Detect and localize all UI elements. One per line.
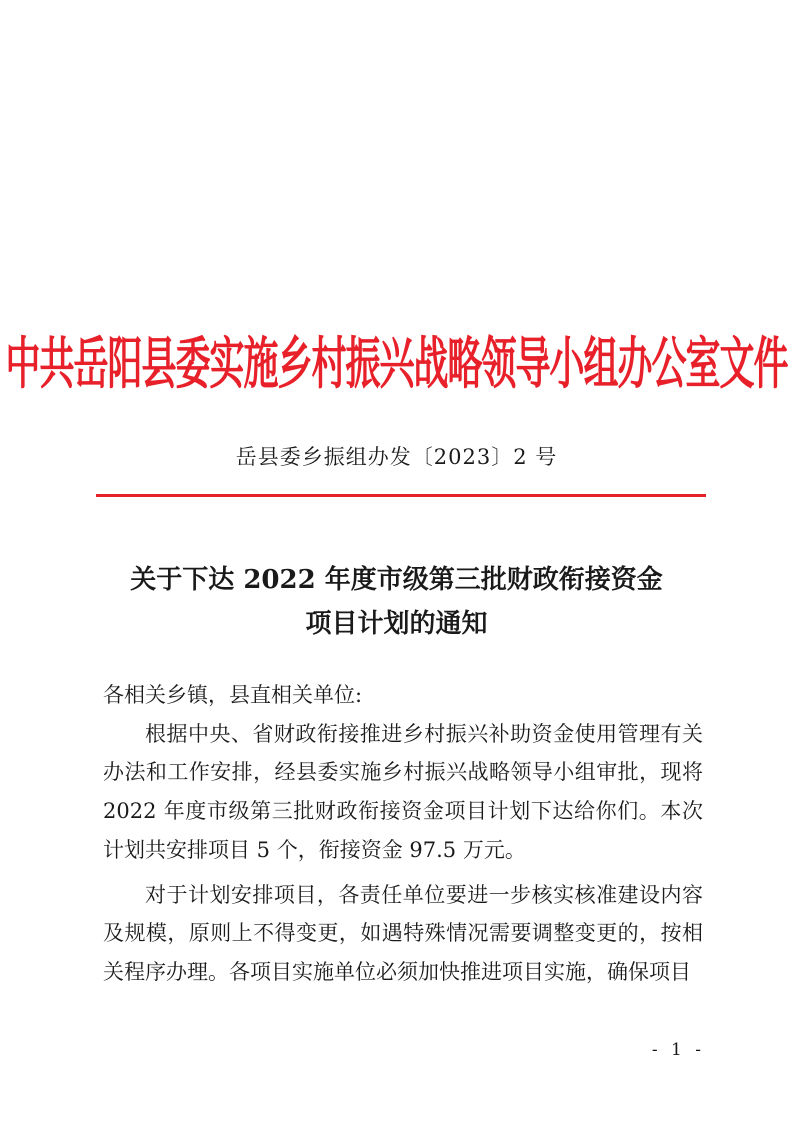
body-paragraph-2: 对于计划安排项目，各责任单位要进一步核实核准建设内容及规模，原则上不得变更，如遇特殊情况需要调整变更的，按相关程序办理。各项目实施单位必须加快推进项目实施，确保项目 (103, 882, 703, 984)
masthead-title: 中共岳阳县委实施乡村振兴战略领导小组办公室文件 (5, 331, 788, 398)
document-number: 岳县委乡振组办发〔2023〕2 号 (235, 445, 558, 469)
page-number: - 1 - (651, 1040, 705, 1060)
notice-title-line-2: 项目计划的通知 (305, 609, 488, 639)
salutation: 各相关乡镇，县直相关单位: (103, 683, 363, 707)
notice-title-line-1: 关于下达 2022 年度市级第三批财政衔接资金 (130, 565, 663, 595)
notice-title (90, 558, 703, 646)
red-divider-line (96, 494, 706, 497)
document-body (103, 676, 703, 992)
body-paragraph-1: 根据中央、省财政衔接推进乡村振兴补助资金使用管理有关办法和工作安排，经县委实施乡村振兴战略领导小组审批，现将 2022 年度市级第三批财政衔接资金项目计划下达给你们。本次计划共安排项目 5 个，衔接资金 97.5 万元。 (103, 721, 703, 862)
